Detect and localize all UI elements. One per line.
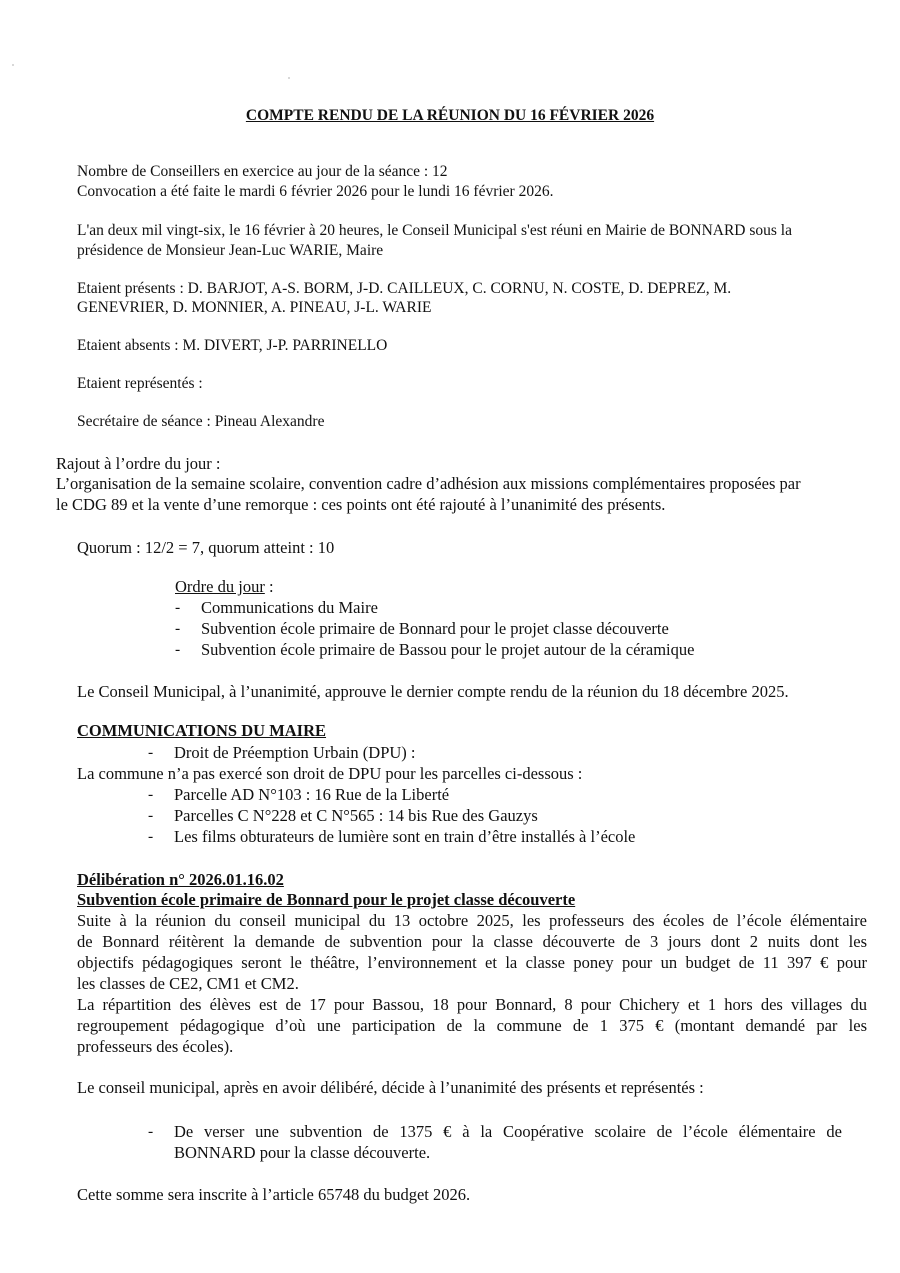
deliberation-para1-line: Suite à la réunion du conseil municipal du 13 octobre 2025, les professeurs des écoles de l’école élémentaire xyxy=(77,911,867,930)
dash-bullet: - xyxy=(148,786,154,803)
conseillers-line: Nombre de Conseillers en exercice au jour de la séance : 12 xyxy=(77,163,448,180)
ordre-item: Subvention école primaire de Bassou pour le projet autour de la céramique xyxy=(201,640,695,659)
decision-intro: Le conseil municipal, après en avoir délibéré, décide à l’unanimité des présents et représentés : xyxy=(77,1078,704,1097)
intro-line-2: présidence de Monsieur Jean-Luc WARIE, Maire xyxy=(77,242,384,259)
ordre-item: Subvention école primaire de Bonnard pour le projet classe découverte xyxy=(201,619,669,638)
approbation-line: Le Conseil Municipal, à l’unanimité, approuve le dernier compte rendu de la réunion du 18 décembre 2025. xyxy=(77,682,789,701)
deliberation-para1-line: de Bonnard réitèrent la demande de subvention pour la classe découverte de 3 jours dont 2 nuits dont les xyxy=(77,932,867,951)
secretaire-line: Secrétaire de séance : Pineau Alexandre xyxy=(77,413,325,430)
dash-bullet: - xyxy=(175,620,181,637)
deliberation-para2-line: regroupement pédagogique d’où une participation de la commune de 1 375 € (montant demandé par les xyxy=(77,1016,867,1035)
rajout-heading: Rajout à l’ordre du jour : xyxy=(56,454,221,473)
rajout-text-1: L’organisation de la semaine scolaire, convention cadre d’adhésion aux missions complémentaires proposées par xyxy=(56,474,801,493)
representes-line: Etaient représentés : xyxy=(77,375,203,392)
deliberation-para1-line: les classes de CE2, CM1 et CM2. xyxy=(77,974,299,993)
dash-bullet: - xyxy=(148,828,154,845)
decision-line-1: De verser une subvention de 1375 € à la Coopérative scolaire de l’école élémentaire de xyxy=(174,1122,842,1141)
dash-bullet: - xyxy=(148,807,154,824)
budget-line: Cette somme sera inscrite à l’article 65748 du budget 2026. xyxy=(77,1185,471,1204)
deliberation-number: Délibération n° 2026.01.16.02 xyxy=(77,870,284,889)
rajout-text-2: le CDG 89 et la vente d’une remorque : ces points ont été rajouté à l’unanimité des présents. xyxy=(56,495,666,514)
dash-bullet: - xyxy=(148,744,154,761)
convocation-line: Convocation a été faite le mardi 6 février 2026 pour le lundi 16 février 2026. xyxy=(77,183,554,200)
deliberation-para2-line: professeurs des écoles). xyxy=(77,1037,234,1056)
deliberation-subject: Subvention école primaire de Bonnard pour le projet classe découverte xyxy=(77,890,576,909)
ordre-du-jour-colon: : xyxy=(264,577,274,596)
ordre-du-jour-heading xyxy=(175,577,274,597)
absents-line: Etaient absents : M. DIVERT, J-P. PARRINELLO xyxy=(77,337,388,354)
deliberation-para1-line: objectifs pédagogiques seront le théâtre, l’environnement et la classe poney pour un budget de 11 397 € pour xyxy=(77,953,867,972)
presents-line-2: GENEVRIER, D. MONNIER, A. PINEAU, J-L. WARIE xyxy=(77,299,432,316)
dpu-item: Droit de Préemption Urbain (DPU) : xyxy=(174,743,416,762)
ordre-du-jour-label: Ordre du jour xyxy=(175,577,265,596)
scan-speck xyxy=(288,77,290,79)
decision-line-2: BONNARD pour la classe découverte. xyxy=(174,1143,431,1162)
ordre-item: Communications du Maire xyxy=(201,598,378,617)
dash-bullet: - xyxy=(148,1123,154,1140)
quorum-line: Quorum : 12/2 = 7, quorum atteint : 10 xyxy=(77,538,335,557)
dash-bullet: - xyxy=(175,641,181,658)
document-title: COMPTE RENDU DE LA RÉUNION DU 16 FÉVRIER 2026 xyxy=(245,107,655,124)
presents-line-1: Etaient présents : D. BARJOT, A-S. BORM, J-D. CAILLEUX, C. CORNU, N. COSTE, D. DEPREZ, M. xyxy=(77,280,732,297)
communication-item: Parcelles C N°228 et C N°565 : 14 bis Rue des Gauzys xyxy=(174,806,538,825)
intro-line-1: L'an deux mil vingt-six, le 16 février à 20 heures, le Conseil Municipal s'est réuni en Mairie de BONNARD sous la xyxy=(77,222,792,239)
dash-bullet: - xyxy=(175,599,181,616)
deliberation-para2-line: La répartition des élèves est de 17 pour Bassou, 18 pour Bonnard, 8 pour Chichery et 1 hors des villages du xyxy=(77,995,867,1014)
communications-heading: COMMUNICATIONS DU MAIRE xyxy=(77,721,327,740)
communication-item: Les films obturateurs de lumière sont en train d’être installés à l’école xyxy=(174,827,636,846)
communication-item: Parcelle AD N°103 : 16 Rue de la Liberté xyxy=(174,785,450,804)
dpu-text: La commune n’a pas exercé son droit de DPU pour les parcelles ci-dessous : xyxy=(77,764,583,783)
scan-speck xyxy=(12,64,14,66)
